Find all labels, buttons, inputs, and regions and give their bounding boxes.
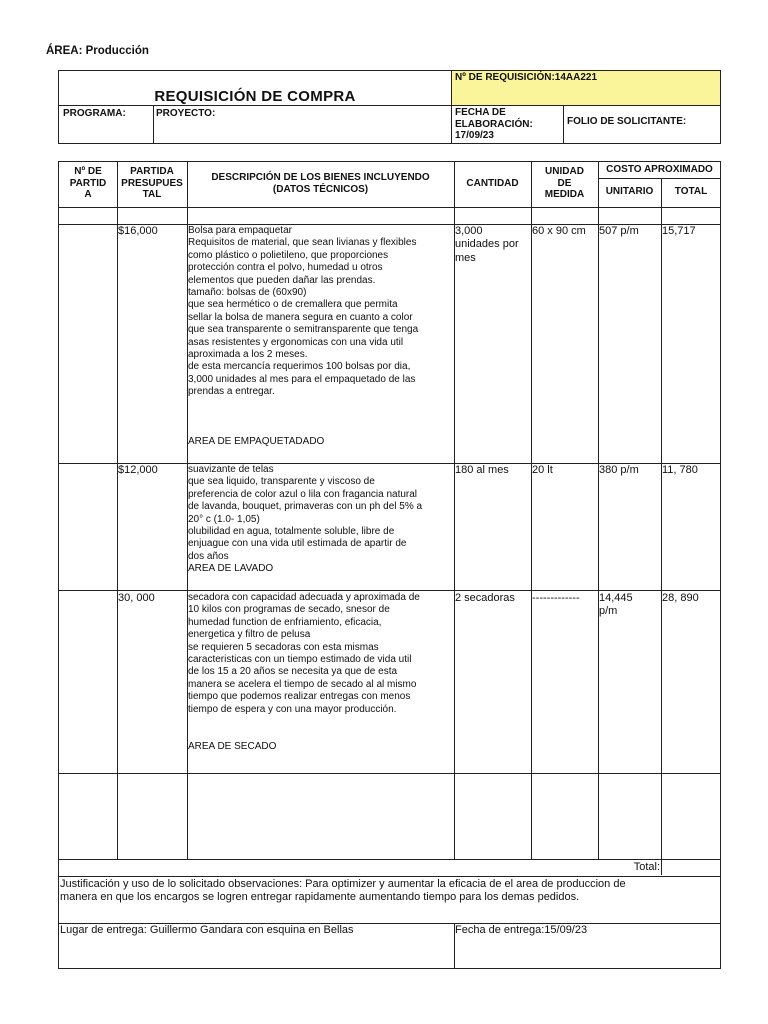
programa-label: PROGRAMA: [63,108,126,119]
row1-partida: $16,000 [118,225,158,237]
header-costo-aproximado: COSTO APROXIMADO [606,164,713,175]
row3-partida: 30, 000 [118,592,155,604]
row1-unitario: 507 p/m [599,225,639,237]
row3-cantidad: 2 secadoras [455,592,515,604]
header-partida-presupuestal: PARTIDA PRESUPUES TAL [121,166,183,200]
proyecto-label: PROYECTO: [156,108,216,119]
form-title: REQUISICIÓN DE COMPRA [154,88,356,105]
lugar-entrega: Lugar de entrega: Guillermo Gandara con esquina en Bellas [60,924,354,936]
header-descripcion: DESCRIPCIÓN DE LOS BIENES INCLUYENDO (DATOS TÉCNICOS) [211,172,430,195]
total-label: Total: [633,861,660,873]
header-total: TOTAL [674,186,708,197]
row3-total: 28, 890 [662,592,699,604]
row1-total: 15,717 [662,225,696,237]
row1-descripcion: Bolsa para empaquetar Requisitos de material, que sean livianas y flexibles como plástico o polietileno, que proporciones protección contra el polvo, humedad u otros elementos que pueden dañar las prendas. tamaño: bolsas de (60x90) que sea hermético o de cremallera que permita sellar la bolsa de manera segura en cuanto a color que sea transparente o semitransparente que tenga asas resistentes y ergonomicas con una vida util aproximada a los 2 meses. de esta mercancía requerimos 100 bolsas por dia, 3,000 unidades al mes para el empaquetado de las prendas a entregar. AREA DE EMPAQUETADADO [188,225,419,447]
fecha-entrega: Fecha de entrega:15/09/23 [455,924,588,936]
header-unitario: UNITARIO [605,186,654,197]
row1-unidad: 60 x 90 cm [532,225,586,237]
row2-descripcion: suavizante de telas que sea liquido, transparente y viscoso de preferencia de color azul o lila con fragancia natural de lavanda, bouquet, primaveras con un ph del 5% a 20° c (1.0- 1,05) olubilidad en agua, totalmente soluble, libre de enjuague con una vida util estimada de apartir de dos años AREA DE LAVADO [188,464,423,575]
fecha-elaboracion: FECHA DE ELABORACIÓN: 17/09/23 [455,107,533,141]
header-num-partida: Nº DE PARTID A [69,166,107,200]
row1-cantidad: 3,000 unidades por mes [455,225,519,264]
folio-label: FOLIO DE SOLICITANTE: [567,116,687,127]
row3-unidad: ------------- [532,592,580,604]
justificacion-text: Justificación y uso de lo solicitado observaciones: Para optimizer y aumentar la eficacia de el area de produccion de manera en que los encargos se logren entregar rapidamente aumentando tiempo para los demas pedidos. [60,878,626,904]
header-cantidad: CANTIDAD [466,178,519,189]
row2-cantidad: 180 al mes [455,464,509,476]
row2-total: 11, 780 [662,464,698,476]
row2-unidad: 20 lt [532,464,553,476]
requisition-number: Nº DE REQUISICIÓN:14AA221 [455,72,598,83]
row3-unitario: 14,445 p/m [599,592,633,618]
row2-partida: $12,000 [118,464,158,476]
area-label: ÁREA: Producción [46,45,149,57]
items-table [58,161,721,969]
requisition-header [58,70,721,144]
header-unidad-medida: UNIDAD DE MEDIDA [544,166,585,200]
row3-descripcion: secadora con capacidad adecuada y aproximada de 10 kilos con programas de secado, snesor de humedad function de enfriamiento, eficacia, energetica y filtro de pelusa se requieren 5 secadoras con esta mismas caracteristicas con un tiempo estimado de vida util de los 15 a 20 años se necesita ya que de esta manera se acelera el tiempo de secado al al mismo tiempo que podemos realizar entregas con menos tiempo de espera y con una mayor producción. AREA DE SECADO [188,592,420,752]
row2-unitario: 380 p/m [599,464,639,476]
